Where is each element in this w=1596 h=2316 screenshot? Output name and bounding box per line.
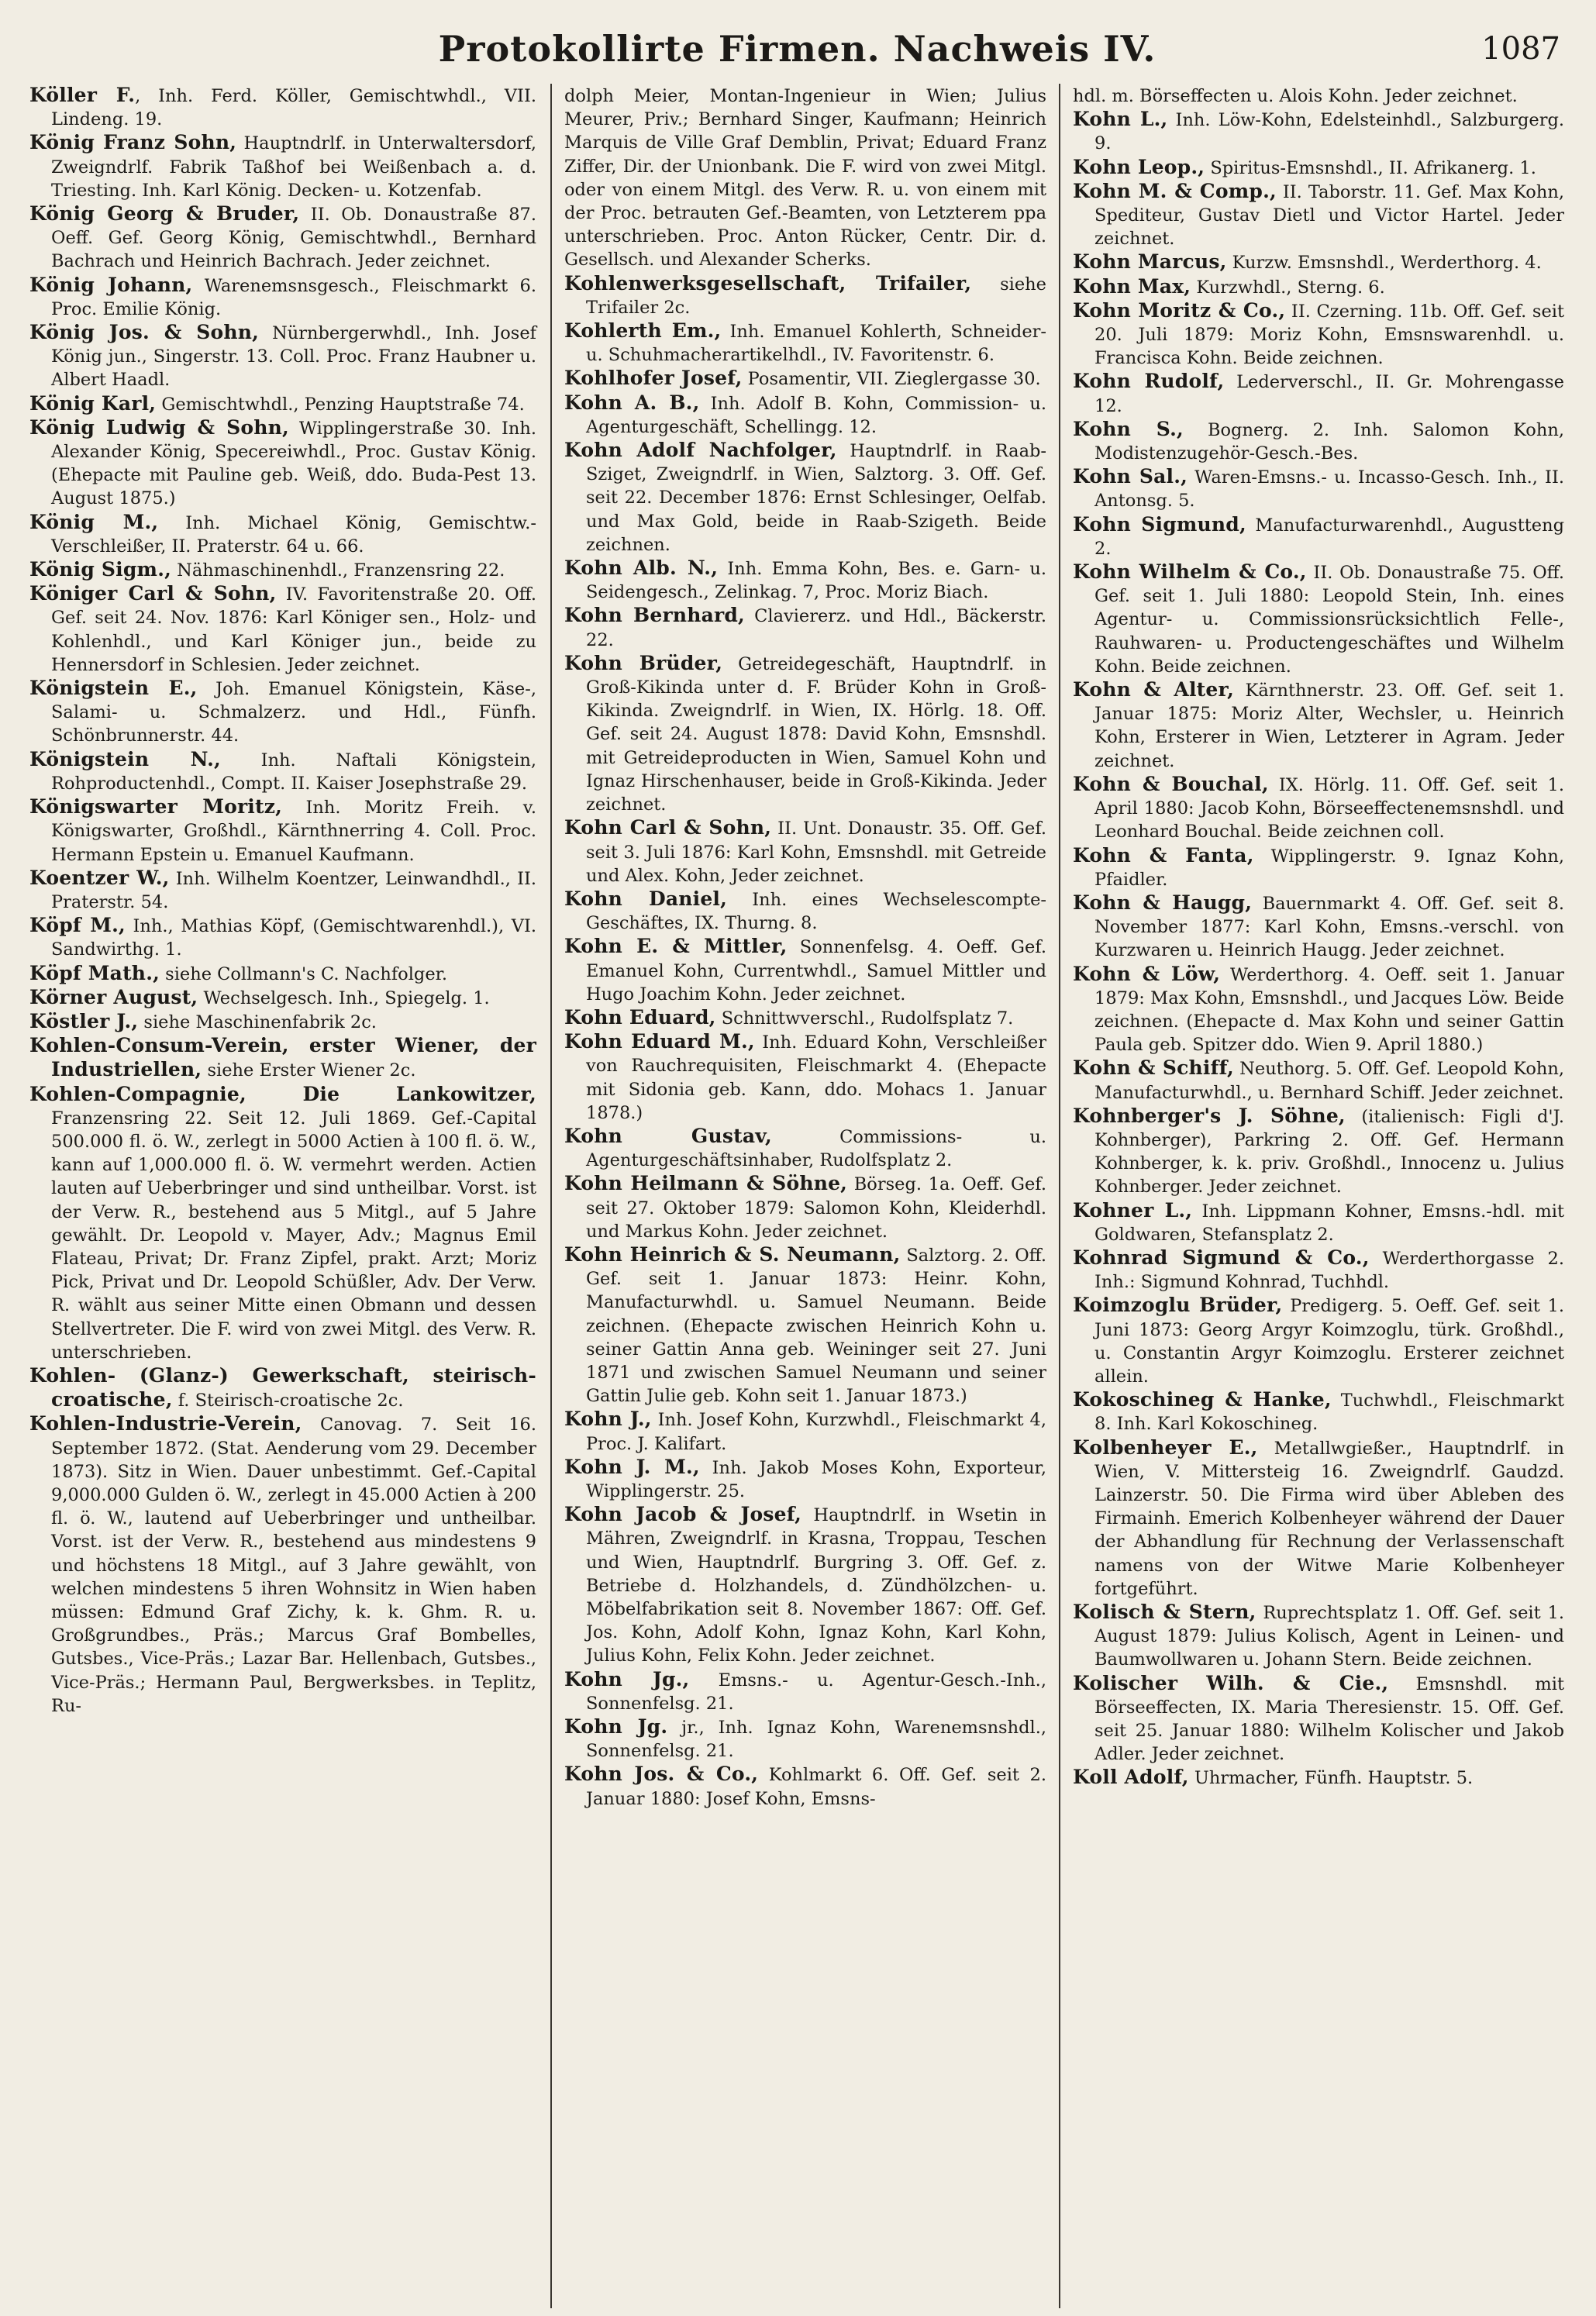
- firm-details: Emsns.- u. Agentur-Gesch.-Inh., Sonnenfelsg. 21.: [586, 1670, 1046, 1714]
- firm-details: Hauptndrlf. in Wsetin in Mähren, Zweigndrlf. in Krasna, Troppau, Teschen und Wien, Hauptndrlf. Burgring 3. Off. Gef. z. Betriebe d. Holzhandels, d. Zündhölzchen- u. Möbelfabrikation seit 8. November 1867: Off. Gef. Jos. Kohn, Adolf Kohn, Ignaz Kohn, Karl Kohn, Julius Kohn, Felix Kohn. Jeder zeichnet.: [586, 1505, 1046, 1666]
- firm-name: Kohn & Alter,: [1073, 678, 1234, 701]
- firm-details: Werderthorgasse 2. Inh.: Sigmund Kohnrad, Tuchhdl.: [1094, 1248, 1564, 1293]
- firm-name: Kohner L.,: [1073, 1198, 1193, 1222]
- firm-entry: [1073, 1246, 1564, 1294]
- firm-details: Joh. Emanuel Königstein, Käse-, Salami- u. Schmalzerz. und Hdl., Fünfh. Schönbrunnerstr. 44.: [51, 679, 536, 746]
- firm-name: Kohn Heinrich & S. Neumann,: [564, 1242, 901, 1266]
- firm-name: Kohn Jacob & Josef,: [564, 1503, 802, 1526]
- firm-entry: [564, 1125, 1046, 1172]
- firm-details: Lederverschl., II. Gr. Mohrengasse 12.: [1094, 372, 1564, 416]
- firm-details: Wipplingerstr. 9. Ignaz Kohn, Pfaidler.: [1094, 846, 1564, 890]
- firm-name: Kohlerth Em.,: [564, 319, 722, 343]
- firm-details: II. Czerning. 11b. Off. Gef. seit 20. Juli 1879: Moriz Kohn, Emsnswarenhdl. u. Francisca Kohn. Beide zeichnen.: [1094, 301, 1564, 369]
- firm-details: Kurzw. Emsnshdl., Werderthorg. 4.: [1226, 253, 1542, 274]
- firm-details: IV. Favoritenstraße 20. Off. Gef. seit 24. Nov. 1876: Karl Königer sen., Holz- und Kohlenhdl., und Karl Königer jun., beide zu Hennersdorf in Schlesien. Jeder zeichnet.: [51, 584, 536, 675]
- firm-details: Ruprechtsplatz 1. Off. Gef. seit 1. August 1879: Julius Kolisch, Agent in Leinen- und Baumwollwaren u. Johann Stern. Beide zeichnen.: [1094, 1603, 1564, 1670]
- firm-name: König Sigm.,: [29, 558, 172, 581]
- firm-entry: [1073, 963, 1564, 1057]
- firm-details: Inh. Wilhelm Koentzer, Leinwandhdl., II. Praterstr. 54.: [51, 868, 537, 912]
- firm-entry: [1073, 1436, 1564, 1601]
- firm-details: Spiritus-Emsnshdl., II. Afrikanerg. 1.: [1205, 157, 1536, 178]
- firm-entry: [1073, 108, 1564, 155]
- firm-name: Kohn & Haugg,: [1073, 891, 1253, 914]
- firm-name: Koentzer W.,: [29, 866, 170, 889]
- firm-entry: [29, 202, 536, 274]
- firm-name: Kohn S.,: [1073, 417, 1184, 440]
- firm-details: Getreidegeschäft, Hauptndrlf. in Groß-Kikinda unter d. F. Brüder Kohn in Groß-Kikinda. Zweigndrlf. in Wien, IX. Hörlg. 18. Off. Gef. seit 24. August 1878: David Kohn, Emsnshdl. mit Getreideproducten in Wien, Samuel Kohn und Ignaz Hirschenhauser, beide in Groß-Kikinda. Jeder zeichnet.: [586, 653, 1047, 815]
- firm-details: Warenemsnsgesch., Fleischmarkt 6. Proc. Emilie König.: [51, 275, 536, 319]
- firm-name: Kohn Gustav,: [564, 1124, 772, 1147]
- firm-name: Kohn Jg.,: [564, 1667, 690, 1690]
- firm-name: Kohn Carl & Sohn,: [564, 816, 772, 839]
- firm-entry: [564, 84, 1046, 272]
- firm-entry: [29, 1010, 536, 1034]
- firm-name: Kohn Leop.,: [1073, 155, 1205, 178]
- firm-details: Waren-Emsns.- u. Incasso-Gesch. Inh., II. Antonsg. 5.: [1094, 467, 1564, 512]
- firm-entry: [1073, 1388, 1564, 1435]
- firm-details: Inh. Löw-Kohn, Edelsteinhdl., Salzburgerg. 9.: [1094, 110, 1564, 154]
- firm-name: Köller F.: [29, 84, 136, 106]
- firm-details: Bognerg. 2. Inh. Salomon Kohn, Modistenzugehör-Gesch.-Bes.: [1094, 419, 1564, 464]
- firm-entry: [29, 962, 536, 986]
- firm-entry: [564, 391, 1046, 439]
- firm-name: Kohn J.,: [564, 1408, 652, 1431]
- firm-details: Inh. eines Wechselescompte-Geschäftes, IX. Thurng. 8.: [586, 889, 1047, 934]
- firm-name: Koll Adolf,: [1073, 1766, 1189, 1789]
- firm-details: Börseg. 1a. Oeff. Gef. seit 27. Oktober 1879: Salomon Kohn, Kleiderhdl. und Markus Kohn. Jeder zeichnet.: [586, 1174, 1046, 1242]
- firm-entry: [1073, 370, 1564, 417]
- firm-name: Kohn & Löw,: [1073, 962, 1221, 985]
- firm-details: Franzensring 22. Seit 12. Juli 1869. Gef.-Capital 500.000 fl. ö. W., zerlegt in 5000 Actien à 100 fl. ö. W., kann auf 1,000.000 fl. ö. W. vermehrt werden. Actien lauten auf Ueberbringer und sind untheilbar. Vorst. ist der Verw. R., bestehend aus 5 Mitgl., auf 5 Jahre gewählt. Dr. Leopold v. Mayer, Adv.; Magnus Emil Flateau, Privat; Dr. Franz Zipfel, prakt. Arzt; Moriz Pick, Privat und Dr. Leopold Schüßler, Adv. Der Verw. R. wählt aus seiner Mitte einen Obmann und dessen Stellvertreter. Die F. wird von zwei Mitgl. des Verw. R. unterschrieben.: [51, 1108, 536, 1363]
- firm-entry: [1073, 1105, 1564, 1199]
- firm-details: (italienisch: Figli d'J. Kohnberger), Parkring 2. Off. Gef. Hermann Kohnberger, k. k. priv. Großhdl., Innocenz u. Julius Kohnberger. Jeder zeichnet.: [1094, 1106, 1564, 1198]
- firm-details: f. Steirisch-croatische 2c.: [172, 1391, 404, 1411]
- firm-entry: [29, 1364, 536, 1412]
- firm-details: Posamentir, VII. Zieglergasse 30.: [742, 369, 1041, 390]
- firm-name: Kohn Moritz & Co.,: [1073, 298, 1286, 322]
- firm-entry: [1073, 844, 1564, 891]
- firm-entry: [29, 582, 536, 677]
- firm-name: König Jos. & Sohn,: [29, 321, 260, 344]
- firm-name: Königstein E.,: [29, 677, 198, 700]
- firm-name: Kolbenheyer E.,: [1073, 1435, 1258, 1459]
- firm-name: Kohn Adolf Nachfolger,: [564, 439, 837, 462]
- firm-name: Kohn Max,: [1073, 274, 1191, 298]
- firm-details: Werderthorg. 4. Oeff. seit 1. Januar 1879: Max Kohn, Emsnshdl., und Jacques Löw. Beide zeichnen. (Ehepacte d. Max Kohn und seiner Gattin Paula geb. Spitzer ddo. Wien 9. April 1880.): [1094, 964, 1564, 1056]
- firm-details: Inh. Adolf B. Kohn, Commission- u. Agenturgeschäft, Schellingg. 12.: [586, 393, 1046, 437]
- firm-name: Kohn Heilmann & Söhne,: [564, 1172, 848, 1195]
- firm-name: Kohn Jg.: [564, 1715, 668, 1739]
- firm-details: Wipplingerstraße 30. Inh. Alexander König, Specereiwhdl., Proc. Gustav König. (Ehepacte mit Pauline geb. Weiß, ddo. Buda-Pest 13. August 1875.): [51, 418, 536, 509]
- firm-entry: [564, 1715, 1046, 1763]
- firm-name: Kohlenwerksgesellschaft, Trifailer,: [564, 271, 972, 295]
- firm-details: Canovag. 7. Seit 16. September 1872. (Stat. Aenderung vom 29. December 1873). Sitz in Wien. Dauer unbestimmt. Gef.-Capital 9,000.000 Gulden ö. W., zerlegt in 45.000 Actien à 200 fl. ö. W., lautend auf Ueberbringer und untheilbar. Vorst. ist der Verw. R., bestehend aus mindestens 9 und höchstens 18 Mitgl., auf 3 Jahre gewählt, von welchen mindestens 5 ihren Wohnsitz in Wien haben müssen: Edmund Graf Zichy, k. k. Ghm. R. u. Großgrundbes., Präs.; Marcus Graf Bombelles, Gutsbes., Vice-Präs.; Lazar Bar. Hellenbach, Gutsbes., Vice-Präs.; Hermann Paul, Bergwerksbes. in Teplitz, Ru-: [51, 1415, 536, 1716]
- firm-entry: [564, 887, 1046, 935]
- firm-entry: [29, 1083, 536, 1364]
- firm-details: Inh. Eduard Kohn, Verschleißer von Rauchrequisiten, Fleischmarkt 4. (Ehepacte mit Sidonia geb. Kann, ddo. Mohacs 1. Januar 1878.): [586, 1032, 1047, 1123]
- firm-entry: [1073, 465, 1564, 512]
- firm-name: Kohnberger's J. Söhne,: [1073, 1104, 1346, 1127]
- firm-details: Inh. Lippmann Kohner, Emsns.-hdl. mit Goldwaren, Stefansplatz 2.: [1094, 1201, 1564, 1245]
- firm-name: Köstler J.,: [29, 1009, 139, 1032]
- firm-entry: [1073, 1294, 1564, 1388]
- firm-entry: [1073, 1601, 1564, 1672]
- firm-details: Salztorg. 2. Off. Gef. seit 1. Januar 1873: Heinr. Kohn, Manufacturwhdl. u. Samuel Neumann. Beide zeichnen. (Ehepacte zwischen Heinrich Kohn u. seiner Gattin Anna geb. Weininger seit 27. Juni 1871 und zwischen Samuel Neumann und seiner Gattin Julie geb. Kohn seit 1. Januar 1873.): [586, 1245, 1046, 1407]
- text-columns: [29, 84, 1565, 2308]
- firm-entry: [29, 416, 536, 511]
- firm-name: Kohn & Schiff,: [1073, 1056, 1234, 1080]
- firm-details: siehe Collmann's C. Nachfolger.: [160, 963, 448, 984]
- firm-details: Inh. Jakob Moses Kohn, Exporteur, Wipplingerstr. 25.: [586, 1457, 1046, 1501]
- firm-details: Neuthorg. 5. Off. Gef. Leopold Kohn, Manufacturwhdl., u. Bernhard Schiff. Jeder zeichnet.: [1094, 1059, 1564, 1103]
- firm-entry: [564, 652, 1046, 816]
- firm-details: Emsnshdl. mit Börseeffecten, IX. Maria Theresienstr. 15. Off. Gef. seit 25. Januar 1880: Wilhelm Kolischer und Jakob Adler. Jeder zeichnet.: [1094, 1673, 1564, 1765]
- firm-details: Sonnenfelsg. 4. Oeff. Gef. Emanuel Kohn, Currentwhdl., Samuel Mittler und Hugo Joachim Kohn. Jeder zeichnet.: [586, 937, 1046, 1005]
- firm-name: Körner August,: [29, 985, 198, 1008]
- page-header: [29, 23, 1565, 84]
- firm-name: König Ludwig & Sohn,: [29, 415, 289, 439]
- firm-details: Inh. Moritz Freih. v. Königswarter, Großhdl., Kärnthnerring 4. Coll. Proc. Hermann Epstein u. Emanuel Kaufmann.: [51, 798, 536, 865]
- firm-details: Nürnbergerwhdl., Inh. Josef König jun., Singerstr. 13. Coll. Proc. Franz Haubner u. Albert Haadl.: [51, 323, 536, 391]
- firm-entry: [564, 1456, 1046, 1503]
- firm-name: Kohn Sigmund,: [1073, 512, 1246, 536]
- firm-entry: [29, 748, 536, 795]
- firm-entry: [29, 558, 536, 582]
- firm-details: Manufacturwarenhdl., Augustteng 2.: [1094, 515, 1564, 559]
- firm-entry: [29, 914, 536, 961]
- firm-entry: [29, 795, 536, 867]
- firm-entry: [1073, 418, 1564, 465]
- firm-details: Claviererz. und Hdl., Bäckerstr. 22.: [586, 606, 1046, 650]
- firm-entry: [29, 677, 536, 748]
- firm-details: II. Ob. Donaustraße 87. Oeff. Gef. Georg König, Gemischtwhdl., Bernhard Bachrach und Heinrich Bachrach. Jeder zeichnet.: [51, 205, 536, 272]
- firm-entry: [1073, 891, 1564, 963]
- firm-name: König Georg & Bruder,: [29, 202, 300, 226]
- firm-details: Inh. Josef Kohn, Kurzwhdl., Fleischmarkt 4, Proc. J. Kalifart.: [586, 1410, 1046, 1454]
- firm-entry: [564, 935, 1046, 1006]
- firm-name: Kohn Marcus,: [1073, 250, 1227, 274]
- firm-entry: [29, 84, 536, 131]
- firm-entry: [1073, 1199, 1564, 1246]
- firm-entry: [1073, 180, 1564, 251]
- firm-details: Wechselgesch. Inh., Spiegelg. 1.: [198, 987, 490, 1008]
- firm-name: Kohlen-Consum-Verein, erster Wiener, der Industriellen,: [29, 1034, 536, 1081]
- firm-name: Kohn A. B.,: [564, 391, 700, 414]
- firm-details: Commissions- u. Agenturgeschäftsinhaber, Rudolfsplatz 2.: [586, 1126, 1046, 1171]
- firm-name: Kohn Sal.,: [1073, 465, 1188, 488]
- firm-name: Kohn Daniel,: [564, 887, 728, 910]
- firm-entry: [1073, 513, 1564, 560]
- firm-name: Kohlen-Compagnie, Die Lankowitzer,: [29, 1082, 536, 1105]
- firm-entry: [1073, 1056, 1564, 1104]
- firm-details: Inh. Emma Kohn, Bes. e. Garn- u. Seidengesch., Zelinkag. 7, Proc. Moriz Biach.: [586, 559, 1046, 603]
- firm-name: Kohn J. M.,: [564, 1455, 700, 1478]
- firm-entry: [1073, 678, 1564, 773]
- firm-name: Kohlen-Industrie-Verein,: [29, 1412, 302, 1435]
- firm-name: Kohn E. & Mittler,: [564, 935, 788, 958]
- firm-entry: [29, 321, 536, 392]
- column-1: [29, 84, 550, 2308]
- firm-details: siehe Trifailer 2c.: [586, 274, 1046, 318]
- firm-entry: [1073, 560, 1564, 678]
- firm-entry: [29, 867, 536, 914]
- firm-details: II. Taborstr. 11. Gef. Max Kohn, Spediteur, Gustav Dietl und Victor Hartel. Jeder zeichnet.: [1094, 181, 1564, 250]
- firm-details: IX. Hörlg. 11. Off. Gef. seit 1. April 1880: Jacob Kohn, Börseeffectenemsnshdl. und Leonhard Bouchal. Beide zeichnen coll.: [1094, 774, 1564, 843]
- firm-entry: [564, 1668, 1046, 1715]
- firm-details: Kurzwhdl., Sterng. 6.: [1191, 277, 1385, 298]
- firm-name: Kohn M. & Comp.,: [1073, 179, 1277, 202]
- firm-entry: [29, 986, 536, 1010]
- firm-name: Kohn Wilhelm & Co.,: [1073, 560, 1307, 584]
- firm-details: Uhrmacher, Fünfh. Hauptstr. 5.: [1188, 1768, 1474, 1789]
- firm-details: II. Ob. Donaustraße 75. Off. Gef. seit 1. Juli 1880: Leopold Stein, Inh. eines Agentur- u. Commissionsrücksichtlich Felle-, Rauhwaren- u. Productengeschäftes und Wilhelm Kohn. Beide zeichnen.: [1094, 563, 1564, 677]
- page-number: 1087: [1481, 31, 1560, 67]
- firm-entry: [564, 1408, 1046, 1455]
- firm-details: Hauptndrlf. in Raab-Sziget, Zweigndrlf. in Wien, Salztorg. 3. Off. Gef. seit 22. December 1876: Ernst Schlesinger, Oelfab. und Max Gold, beide in Raab-Szigeth. Beide zeichnen.: [586, 441, 1046, 555]
- firm-details: hdl. m. Börseffecten u. Alois Kohn. Jeder zeichnet.: [1073, 86, 1518, 106]
- firm-details: Hauptndrlf. in Unterwaltersdorf, Zweigndrlf. Fabrik Taßhof bei Weißenbach a. d. Triesting. Inh. Karl König. Decken- u. Kotzenfab.: [51, 133, 536, 201]
- firm-entry: [1073, 84, 1564, 108]
- firm-name: Kohn Jos. & Co.,: [564, 1763, 759, 1786]
- firm-name: Kolisch & Stern,: [1073, 1601, 1256, 1623]
- firm-name: Kohn Eduard M.,: [564, 1030, 755, 1053]
- firm-entry: [564, 557, 1046, 604]
- firm-details: , Inh. Ferd. Köller, Gemischtwhdl., VII. Lindeng. 19.: [51, 86, 536, 130]
- firm-entry: [1073, 250, 1564, 274]
- firm-details: Gemischtwhdl., Penzing Hauptstraße 74.: [156, 394, 525, 415]
- firm-entry: [564, 272, 1046, 319]
- firm-details: Inh., Mathias Köpf, (Gemischtwarenhdl.), VI. Sandwirthg. 1.: [51, 916, 536, 960]
- firm-name: Königswarter Moritz,: [29, 795, 283, 819]
- firm-entry: [29, 511, 536, 558]
- firm-details: jr., Inh. Ignaz Kohn, Warenemsnshdl., Sonnenfelsg. 21.: [586, 1718, 1046, 1762]
- firm-entry: [29, 1412, 536, 1718]
- firm-name: Köpf Math.,: [29, 961, 160, 984]
- firm-entry: [1073, 299, 1564, 370]
- firm-entry: [29, 131, 536, 202]
- firm-entry: [1073, 275, 1564, 299]
- firm-name: Kolischer Wilh. & Cie.,: [1073, 1671, 1389, 1694]
- firm-name: König Franz Sohn,: [29, 131, 237, 154]
- page-title: Protokollirte Firmen. Nachweis IV.: [438, 28, 1156, 70]
- firm-entry: [564, 439, 1046, 557]
- firm-entry: [29, 392, 536, 416]
- firm-details: Nähmaschinenhdl., Franzensring 22.: [171, 560, 505, 581]
- firm-entry: [564, 1030, 1046, 1125]
- firm-entry: [564, 319, 1046, 367]
- firm-entry: [1073, 1766, 1564, 1790]
- firm-entry: [564, 1503, 1046, 1667]
- column-3: [1059, 84, 1564, 2308]
- firm-entry: [564, 1763, 1046, 1810]
- firm-details: siehe Erster Wiener 2c.: [202, 1060, 416, 1081]
- firm-name: König Johann,: [29, 273, 193, 296]
- firm-name: Kokoschineg & Hanke,: [1073, 1388, 1332, 1411]
- firm-entry: [29, 274, 536, 321]
- firm-details: Inh. Naftali Königstein, Rohproductenhdl., Compt. II. Kaiser Josephstraße 29.: [51, 750, 537, 794]
- firm-name: Kohn Brüder,: [564, 651, 723, 674]
- firm-name: Kohn Eduard,: [564, 1005, 716, 1029]
- firm-name: Kohlen- (Glanz-) Gewerkschaft, steirisch-croatische,: [29, 1363, 536, 1411]
- firm-name: Kohn L.,: [1073, 108, 1168, 131]
- firm-details: Tuchwhdl., Fleischmarkt 8. Inh. Karl Kokoschineg.: [1094, 1391, 1564, 1435]
- firm-details: Bauernmarkt 4. Off. Gef. seit 8. November 1877: Karl Kohn, Emsns.-verschl. von Kurzwaren u. Heinrich Haugg. Jeder zeichnet.: [1094, 893, 1564, 961]
- firm-name: Kohn Bernhard,: [564, 604, 745, 627]
- firm-name: Kohnrad Sigmund & Co.,: [1073, 1246, 1370, 1269]
- firm-entry: [564, 1243, 1046, 1408]
- firm-name: Königer Carl & Sohn,: [29, 582, 277, 605]
- firm-details: Kohlmarkt 6. Off. Gef. seit 2. Januar 1880: Josef Kohn, Emsns-: [586, 1765, 1046, 1809]
- firm-details: Metallwgießer., Hauptndrlf. in Wien, V. Mittersteig 16. Zweigndrlf. Gaudzd. Lainzerstr. 50. Die Firma wird über Ableben des Firmainh. Emerich Kolbenheyer während der Dauer der Abhandlung für Rechnung der Verlassenschaft namens von der Witwe Marie Kolbenheyer fortgeführt.: [1094, 1438, 1564, 1599]
- firm-details: II. Unt. Donaustr. 35. Off. Gef. seit 3. Juli 1876: Karl Kohn, Emsnshdl. mit Getreide und Alex. Kohn, Jeder zeichnet.: [586, 819, 1046, 886]
- firm-details: Inh. Emanuel Kohlerth, Schneider- u. Schuhmacherartikelhdl., IV. Favoritenstr. 6.: [586, 322, 1046, 366]
- firm-entry: [564, 367, 1046, 391]
- firm-entry: [564, 1172, 1046, 1243]
- firm-name: Kohn & Fanta,: [1073, 843, 1254, 867]
- firm-entry: [1073, 156, 1564, 180]
- column-2: [550, 84, 1059, 2308]
- firm-name: König Karl,: [29, 391, 157, 415]
- firm-name: König M.,: [29, 510, 159, 533]
- firm-name: Kohn Alb. N.,: [564, 557, 719, 580]
- firm-entry: [564, 816, 1046, 887]
- firm-entry: [1073, 773, 1564, 844]
- firm-details: Schnittwverschl., Rudolfsplatz 7.: [715, 1008, 1014, 1029]
- firm-details: Predigerg. 5. Oeff. Gef. seit 1. Juni 1873: Georg Argyr Koimzoglu, türk. Großhdl., u. Constantin Argyr Koimzoglu. Ersterer zeichnet allein.: [1094, 1296, 1564, 1387]
- firm-name: Kohlhofer Josef,: [564, 367, 743, 390]
- firm-details: dolph Meier, Montan-Ingenieur in Wien; Julius Meurer, Priv.; Bernhard Singer, Kaufmann; Heinrich Marquis de Ville Graf Demblin, Privat; Eduard Franz Ziffer, Dir. der Unionbank. Die F. wird von zwei Mitgl. oder von einem Mitgl. des Verw. R. u. von einem mit der Proc. betrauten Gef.-Beamten, von Letzterem ppa unterschrieben. Proc. Anton Rücker, Centr. Dir. d. Gesellsch. und Alexander Scherks.: [564, 86, 1046, 271]
- firm-entry: [29, 1034, 536, 1082]
- firm-details: siehe Maschinenfabrik 2c.: [138, 1012, 377, 1032]
- firm-details: Inh. Michael König, Gemischtw.-Verschleißer, II. Praterstr. 64 u. 66.: [51, 512, 536, 557]
- firm-details: Kärnthnerstr. 23. Off. Gef. seit 1. Januar 1875: Moriz Alter, Wechsler, u. Heinrich Kohn, Ersterer in Wien, Letzterer in Agram. Jeder zeichnet.: [1094, 681, 1564, 771]
- firm-name: Kohn Rudolf,: [1073, 370, 1225, 393]
- firm-entry: [564, 604, 1046, 651]
- firm-entry: [564, 1006, 1046, 1030]
- firm-name: Kohn & Bouchal,: [1073, 772, 1269, 795]
- firm-entry: [1073, 1672, 1564, 1766]
- firm-name: Königstein N.,: [29, 747, 221, 770]
- firm-name: Köpf M.,: [29, 914, 126, 937]
- firm-name: Koimzoglu Brüder,: [1073, 1294, 1283, 1317]
